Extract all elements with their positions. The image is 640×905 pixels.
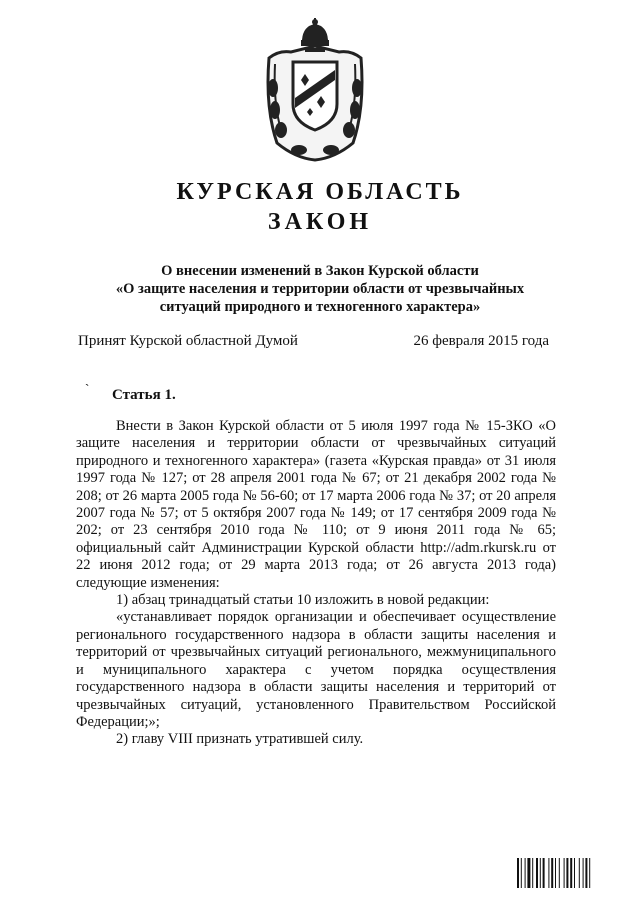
- body-paragraph: Внести в Закон Курской области от 5 июля 1997 года № 15-ЗКО «О защите населения и территории области от чрезвычайных ситуаций природного и техногенного характера» (газета «Курская правда» от 31 июля 1997 года № 127; от 28 апреля 2001 года № 67; от 21 декабря 2002 года № 208; от 26 марта 2005 года № 56-60; от 17 марта 2006 года № 37; от 20 апреля 2007 года № 57; от 5 октября 2007 года № 149; от 17 сентября 2009 года № 202; от 23 сентября 2010 года № 110; от 9 июня 2011 года № 65; официальный сайт Администрации Курской области http://adm.rkursk.ru от 22 июня 2012 года; от 29 марта 2013 года; от 26 августа 2013 года) следующие изменения:: [76, 418, 556, 591]
- adopted-by-text: Принят Курской областной Думой: [78, 333, 298, 349]
- adoption-date: 26 февраля 2015 года: [413, 333, 549, 349]
- shield-icon: [293, 62, 337, 130]
- coat-of-arms-emblem: [255, 18, 375, 166]
- law-title-line: ситуаций природного и техногенного характера»: [159, 299, 481, 315]
- region-name: КУРСКАЯ ОБЛАСТЬ: [176, 179, 464, 205]
- crown-icon: [301, 18, 329, 46]
- law-title: [80, 262, 560, 316]
- law-title-line: О внесении изменений в Закон Курской области: [161, 263, 479, 279]
- body-paragraph: 1) абзац тринадцатый статьи 10 изложить в новой редакции:: [116, 592, 490, 609]
- stray-mark: `: [85, 381, 90, 396]
- law-title-line: «О защите населения и территории области от чрезвычайных: [115, 281, 525, 297]
- article-heading: Статья 1.: [112, 387, 176, 403]
- article-body: [76, 418, 556, 749]
- barcode-icon: [517, 858, 609, 888]
- body-paragraph: «устанавливает порядок организации и обеспечивает осуществление регионального государственного надзора в области защиты населения и территорий от чрезвычайных ситуаций регионального, межмуниципального и муниципального характера с учетом порядка осуществления государственного надзора в области защиты населения и территорий от чрезвычайных ситуаций, установленного Правительством Российской Федерации;»;: [76, 609, 556, 730]
- document-type: ЗАКОН: [267, 209, 373, 235]
- body-paragraph: 2) главу VIII признать утратившей силу.: [116, 731, 364, 748]
